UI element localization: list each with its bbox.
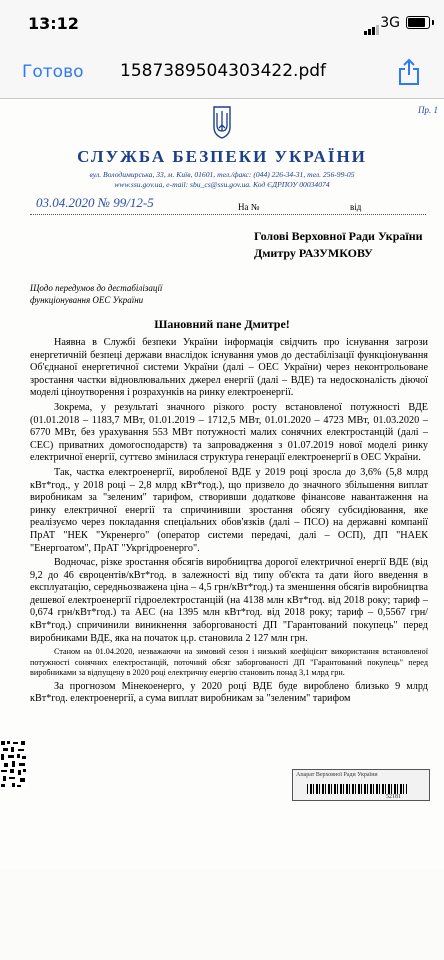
subject-line-2: функціонування ОЕС України [30, 295, 144, 305]
reference-date-label: від [350, 202, 362, 212]
done-button[interactable]: Готово [22, 62, 84, 82]
footnote-paragraph: Станом на 01.04.2020, незважаючи на зимовий сезон і низький коефіцієнт використання встановленої потужності сонячних електростанцій, поточний обсяг заборгованості ДП "Гарантований покупець" перед виробниками за відпущену в 2020 році електричну енергію становить понад 3,1 млрд грн. [30, 647, 428, 678]
barcode-icon [307, 784, 407, 794]
share-icon[interactable] [396, 58, 422, 86]
address-line-1: вул. Володимирська, 33, м. Київ, 01601, тел./факс: (044) 226-34-31, тел. 256-99-05 [89, 170, 355, 179]
stamp-number: 52181 [386, 794, 401, 800]
viewer-toolbar [0, 44, 444, 99]
paragraph: Наявна в Службі безпеки України інформація свідчить про існування загрози енергетичній безпеці держави внаслідок існування умов до дестабілізації функціонування Об'єднаної енергетичної системи України (далі – ОЕС України) через неконтрольоване зростання частки відновлювальних джерел енергії (далі – ВДЕ) та недосконалість діючої моделі ціноутворення і розрахунків на ринку електроенергії. [30, 337, 428, 399]
reference-number-label: На № [238, 202, 260, 212]
paragraph: За прогнозом Мінекоенерго, у 2020 році ВДЕ буде вироблено близько 9 млрд кВт*год. електроенергії, а сума виплат виробникам за "зеленим" тарифом [30, 680, 428, 705]
address-line-2: www.ssu.gov.ua, e-mail: sbu_cs@ssu.gov.ua. Код ЄДРПОУ 00034074 [114, 180, 330, 189]
status-bar [0, 0, 444, 44]
organization-name: СЛУЖБА БЕЗПЕКИ УКРАЇНИ [77, 147, 367, 166]
network-type: 3G [380, 15, 400, 31]
greeting: Шановний пане Дмитре! [154, 317, 290, 331]
addressee-name: Дмитру РАЗУМКОВУ [254, 246, 373, 260]
coat-of-arms-icon [212, 105, 232, 139]
letter-page [0, 99, 444, 869]
paragraph: Зокрема, у результаті значного різкого росту встановленої потужності ВДЕ (01.01.2018 – 1183,7 МВт, 01.01.2019 – 1712,5 МВт, 01.01.2020 – 4723 МВт, 01.03.2020 – 6770 МВт, без урахування 553 МВт потужності малих сонячних електростанцій (далі – СЕС) приватних домогосподарств) та запровадження з 01.07.2019 нової моделі ринку електричної енергії, суттєво змінилася структура генерації електроенергії в ОЕС України. [30, 401, 428, 464]
handwritten-reference: 03.04.2020 № 99/12-5 [36, 195, 154, 210]
battery-icon [406, 16, 430, 29]
page-gap [0, 869, 444, 960]
letter-body [30, 337, 428, 708]
battery-tip [432, 20, 434, 25]
corner-mark: Пр. 1 [418, 105, 438, 115]
stamp-text: Апарат Верховної Ради України [296, 772, 378, 778]
file-title: 1587389504303422.pdf [120, 61, 327, 81]
status-time: 13:12 [28, 14, 79, 33]
addressee [254, 228, 423, 262]
addressee-position: Голові Верховної Ради України [254, 229, 423, 243]
paragraph: Водночас, різке зростання обсягів виробництва дорогої електричної енергії ВДЕ (від 9,2 до 46 євроцентів/кВт*год. в залежності від типу об'єкта та дати його введення в експлуатацію, середньозважена ціна – 4,5 грн/кВт*год.) та зменшення обсягів виробництва дешевої електроенергії гідроелектростанцій (на 4138 млн кВт*год. від 2018 року; тариф – 0,674 грн/кВт*год.) та АЕС (на 1395 млн кВт*год. від 2018 року; тариф – 0,5567 грн/кВт*год.) спричинили виникнення заборгованості ДП "Гарантований покупець" перед виробниками ВДЕ, яка на початок ц.р. становила 2 127 млн грн. [30, 557, 428, 644]
qr-code-icon [0, 739, 28, 789]
subject-line-1: Щодо передумов до дестабілізації [30, 283, 163, 293]
paragraph: Так, частка електроенергії, виробленої ВДЕ у 2019 році зросла до 3,6% (5,8 млрд кВт*год., у 2018 році – 2,8 млрд кВт*год.), що призвело до значного збільшення виплат виробникам за "зеленим" тарифом, створивши додаткове фінансове навантаження на ринку електричної енергії та спричинивши зростання обсягу субсидіювання, яке реалізуємо через покладання спеціальних обов'язків (далі – ПСО) на державні компанії ПрАТ "НЕК "Укренерго" (оператор системи передачі, далі – ОСП), ДП "НАЕК "Енергоатом", ПрАТ "Укргідроенерго". [30, 466, 428, 554]
registration-stamp [292, 769, 430, 801]
pdf-viewer[interactable] [0, 99, 444, 960]
letter-subject [30, 282, 162, 306]
cellular-signal-icon [364, 17, 380, 35]
